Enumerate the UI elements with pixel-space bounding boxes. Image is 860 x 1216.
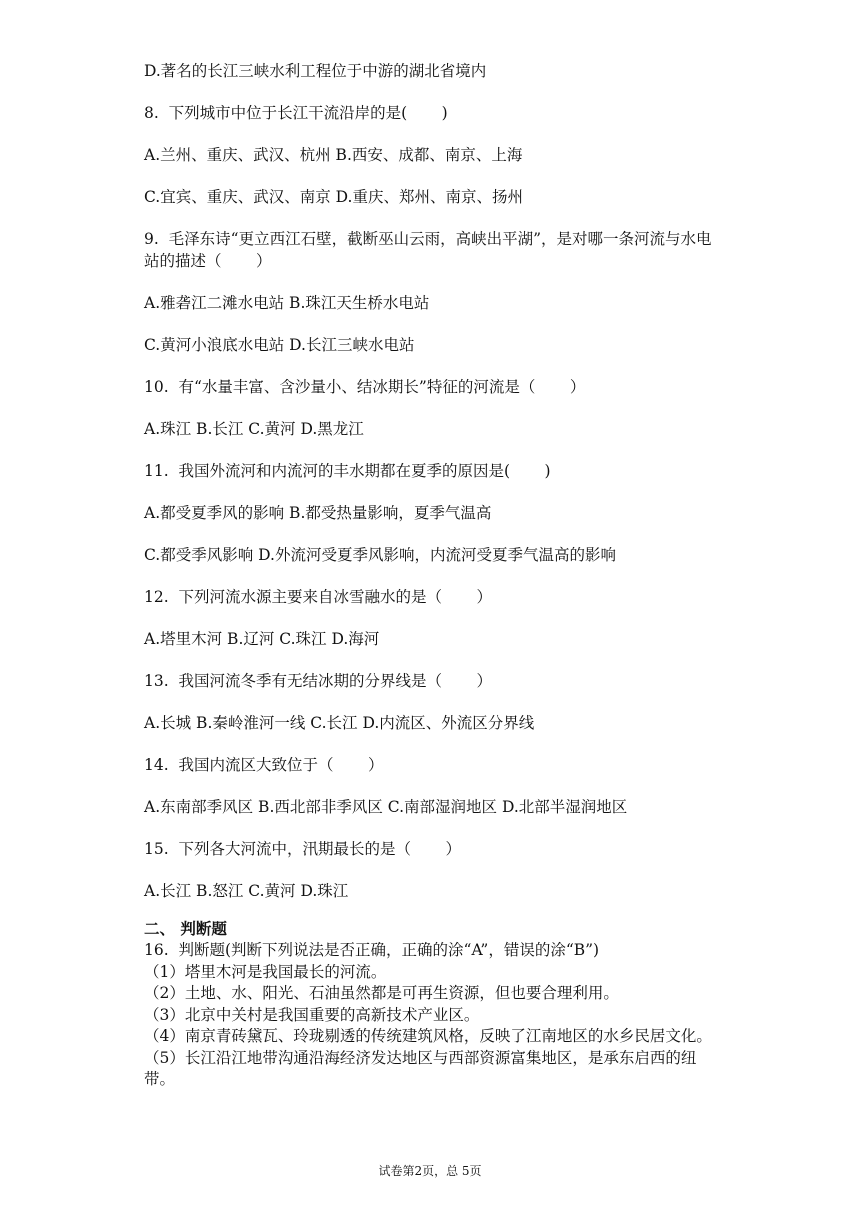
question-11 — [144, 460, 724, 566]
question-stem: 12. 下列河流水源主要来自冰雪融水的是（ ） — [144, 588, 492, 606]
page-content — [144, 60, 724, 1091]
question-stem: 8. 下列城市中位于长江干流沿岸的是( ) — [144, 104, 448, 122]
question-12 — [144, 586, 724, 650]
question-15 — [144, 838, 724, 902]
q7-option-d: D.著名的长江三峡水利工程位于中游的湖北省境内 — [144, 62, 487, 80]
question-8 — [144, 102, 724, 208]
page-footer: 试卷第2页，总 5页 — [378, 1164, 482, 1178]
question-stem: 14. 我国内流区大致位于（ ） — [144, 756, 384, 774]
judgement-item: （4）南京青砖黛瓦、玲珑剔透的传统建筑风格，反映了江南地区的水乡民居文化。 — [144, 1027, 712, 1045]
question-10 — [144, 376, 724, 440]
question-stem: 11. 我国外流河和内流河的丰水期都在夏季的原因是( ) — [144, 462, 551, 480]
question-options: C.都受季风影响 D.外流河受夏季风影响，内流河受夏季气温高的影响 — [144, 546, 616, 564]
question-options: A.长江 B.怒江 C.黄河 D.珠江 — [144, 882, 349, 900]
question-stem: 9. 毛泽东诗“更立西江石壁，截断巫山云雨，高峡出平湖”，是对哪一条河流与水电站的描述（ ） — [144, 230, 712, 270]
judgement-item: （3）北京中关村是我国重要的高新技术产业区。 — [144, 1005, 480, 1024]
judgement-item: （2）土地、水、阳光、石油虽然都是可再生资源，但也要合理利用。 — [144, 984, 619, 1002]
question-options: C.黄河小浪底水电站 D.长江三峡水电站 — [144, 336, 415, 354]
question-13 — [144, 670, 724, 734]
judgement-item: （1）塔里木河是我国最长的河流。 — [144, 962, 387, 981]
question-9 — [144, 228, 724, 356]
section-judgement — [144, 918, 724, 1091]
question-16-stem: 16. 判断题(判断下列说法是否正确，正确的涂“A”，错误的涂“B”) — [144, 941, 600, 959]
question-options: A.塔里木河 B.辽河 C.珠江 D.海河 — [144, 630, 380, 648]
question-stem: 13. 我国河流冬季有无结冰期的分界线是（ ） — [144, 672, 492, 690]
question-stem: 15. 下列各大河流中，汛期最长的是（ ） — [144, 840, 461, 858]
question-14 — [144, 754, 724, 818]
judgement-item: （5）长江沿江地带沟通沿海经济发达地区与西部资源富集地区，是承东启西的纽带。 — [144, 1048, 697, 1088]
question-options: C.宜宾、重庆、武汉、南京 D.重庆、郑州、南京、扬州 — [144, 188, 523, 206]
question-stem: 10. 有“水量丰富、含沙量小、结冰期长”特征的河流是（ ） — [144, 378, 586, 396]
question-options: A.东南部季风区 B.西北部非季风区 C.南部湿润地区 D.北部半湿润地区 — [144, 798, 628, 816]
question-options: A.珠江 B.长江 C.黄河 D.黑龙江 — [144, 420, 364, 438]
question-options: A.都受夏季风的影响 B.都受热量影响，夏季气温高 — [144, 504, 492, 522]
question-options: A.长城 B.秦岭淮河一线 C.长江 D.内流区、外流区分界线 — [144, 714, 535, 732]
section-heading: 二、 判断题 — [144, 920, 227, 938]
question-options: A.雅砻江二滩水电站 B.珠江天生桥水电站 — [144, 294, 430, 312]
question-options: A.兰州、重庆、武汉、杭州 B.西安、成都、南京、上海 — [144, 146, 523, 164]
